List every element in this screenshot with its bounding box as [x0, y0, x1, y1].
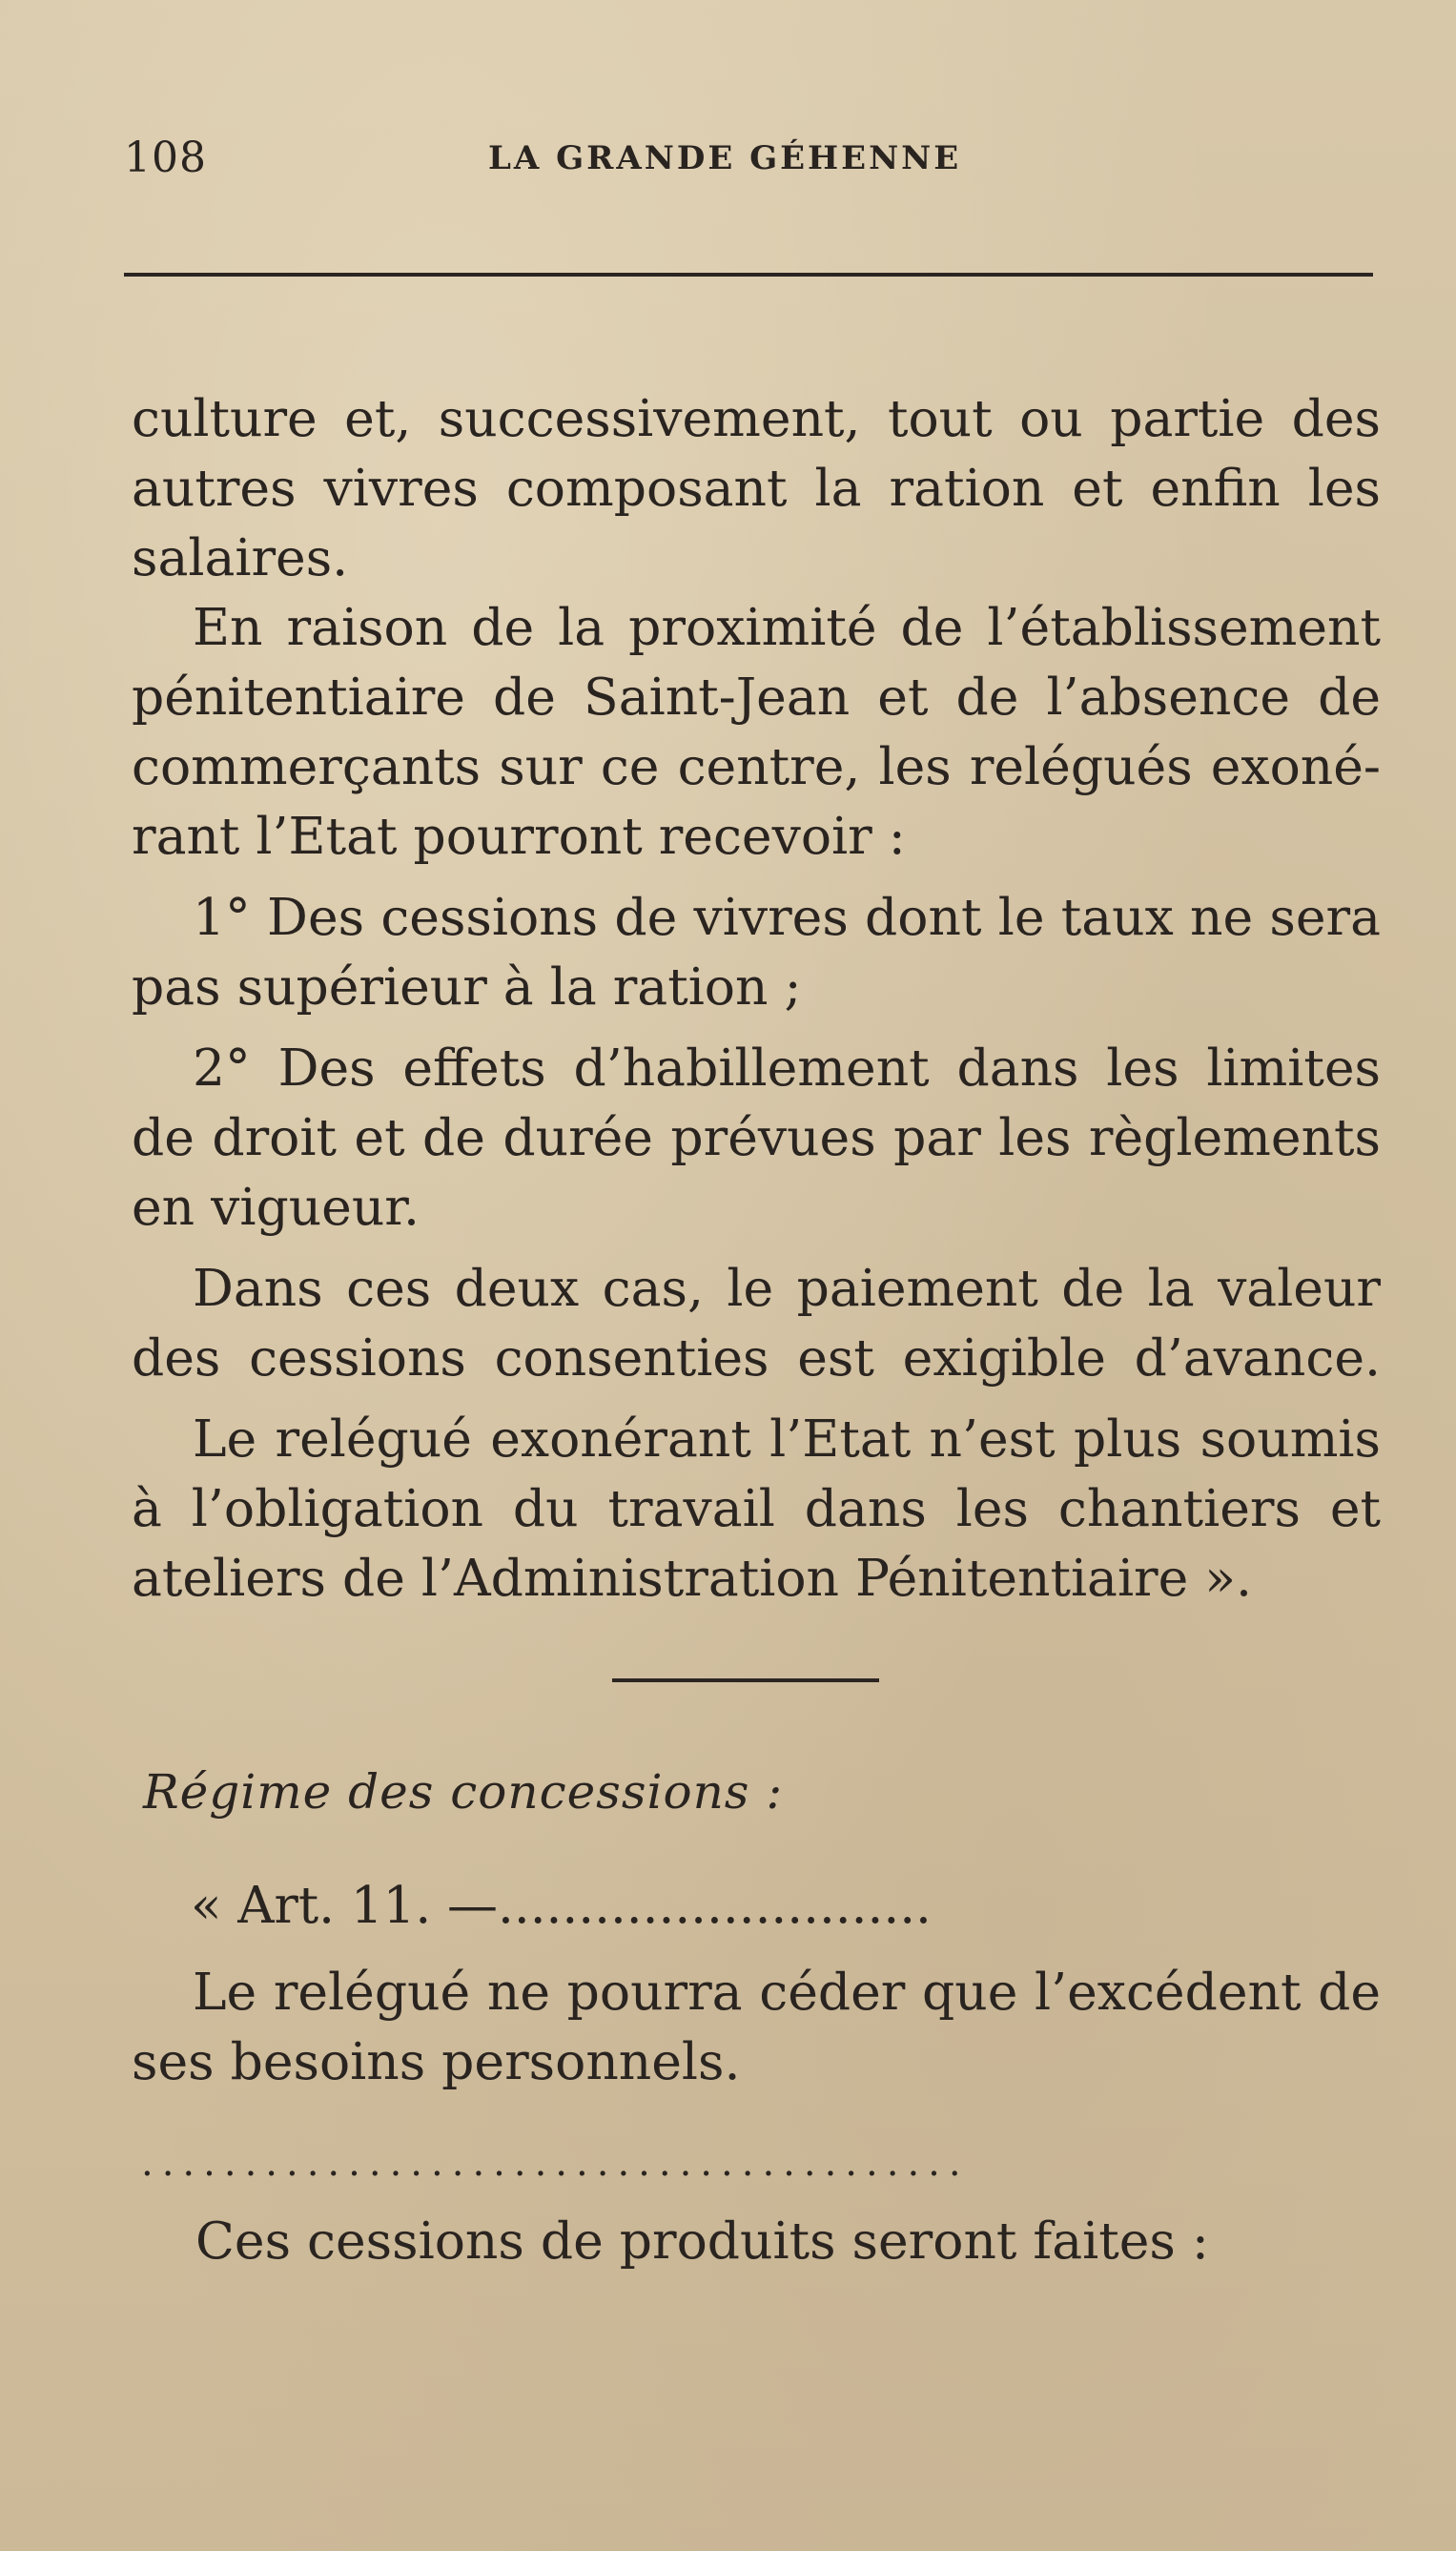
text-line: autres vivres composant la ration et enfin les: [132, 458, 1381, 518]
text-line: Le relégué ne pourra céder que l’excédent de: [193, 1962, 1381, 2022]
text-line: En raison de la proximité de l’établissement: [193, 597, 1381, 657]
text-line: culture et, successivement, tout ou partie des: [132, 388, 1381, 448]
header-rule: [124, 273, 1373, 277]
text-line: des cessions consenties est exigible d’avance.: [132, 1327, 1381, 1388]
section-divider: [612, 1678, 879, 1682]
text-line: Le relégué exonérant l’Etat n’est plus soumis: [193, 1409, 1381, 1469]
running-title: LA GRANDE GÉHENNE: [488, 139, 962, 177]
text-line: pas supérieur à la ration ;: [132, 957, 802, 1017]
text-line: commerçants sur ce centre, les relégués exoné-: [132, 736, 1381, 796]
text-line: 1° Des cessions de vivres dont le taux ne sera: [193, 887, 1381, 947]
text-line: à l’obligation du travail dans les chantiers et: [132, 1478, 1381, 1538]
text-line: ateliers de l’Administration Pénitentiaire ».: [132, 1548, 1253, 1608]
page-number: 108: [124, 134, 207, 182]
article-paragraph: [132, 1957, 1381, 2096]
text-line: pénitentiaire de Saint-Jean et de l’absence de: [132, 667, 1381, 727]
text-line: rant l’Etat pourront recevoir :: [132, 806, 906, 866]
text-line: en vigueur.: [132, 1177, 420, 1237]
text-line: ses besoins personnels.: [132, 2031, 741, 2091]
text-line: 2° Des effets d’habillement dans les limites: [193, 1038, 1381, 1098]
text-line: de droit et de durée prévues par les règlements: [132, 1107, 1381, 1167]
article-heading: « Art. 11. —...........................: [191, 1877, 932, 1935]
closing-line: Ces cessions de produits seront faites :: [195, 2211, 1209, 2271]
text-line: salaires.: [132, 527, 349, 587]
page-header: [124, 134, 1373, 191]
ellipsis-row: ........................................: [141, 2141, 970, 2185]
section-title: Régime des concessions :: [143, 1764, 784, 1820]
text-line: Dans ces deux cas, le paiement de la valeur: [193, 1258, 1381, 1318]
body-text: [132, 383, 1381, 1613]
